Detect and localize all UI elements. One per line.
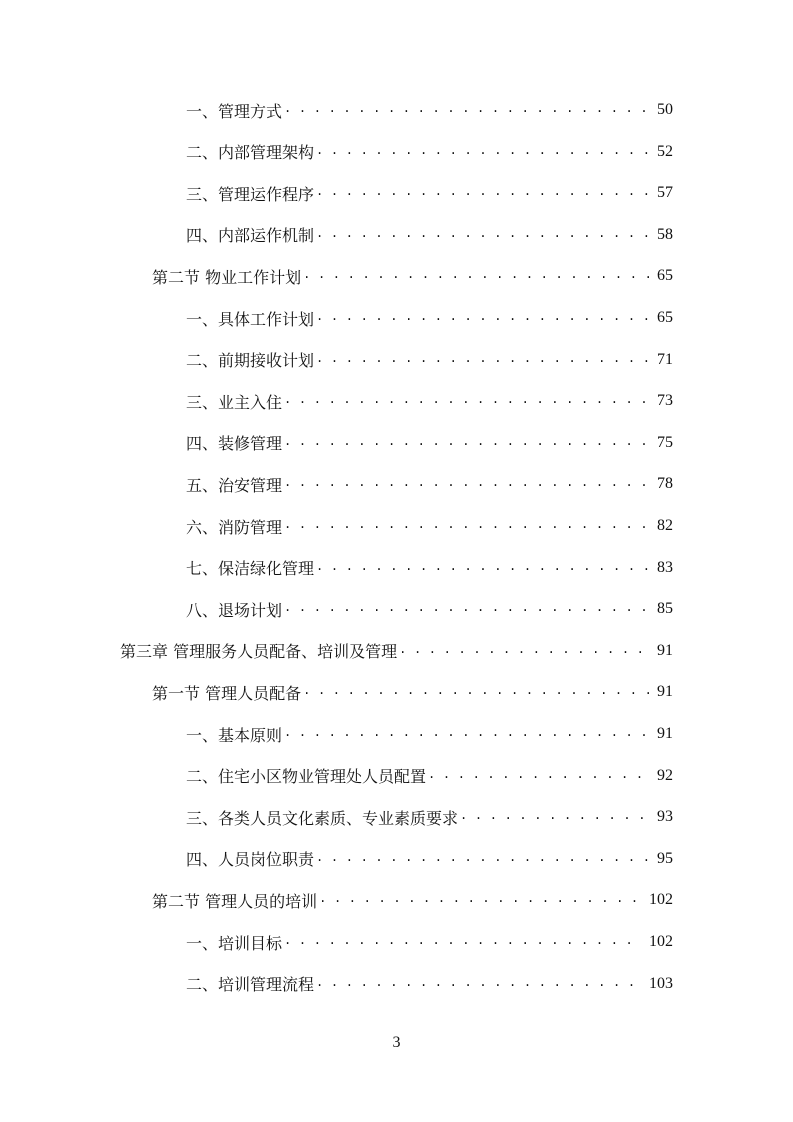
toc-entry[interactable] <box>186 304 673 332</box>
toc-entry-page: 50 <box>657 101 673 118</box>
toc-leader-dots <box>428 762 651 790</box>
toc-entry-page: 102 <box>649 933 673 950</box>
page-number: 3 <box>392 1034 401 1051</box>
toc-entry-label: 三、各类人员文化素质、专业素质要求 <box>186 808 459 828</box>
toc-entry-page: 75 <box>657 433 673 451</box>
toc-entry-label: 三、业主入住 <box>186 392 283 412</box>
toc-leader-dots <box>316 346 651 374</box>
toc-entry-label: 四、装修管理 <box>186 434 283 454</box>
toc-leader-dots <box>303 678 651 706</box>
toc-entry-label: 第二节 管理人员的培训 <box>152 891 318 911</box>
toc-entry-page: 92 <box>657 766 673 784</box>
toc-entry-page: 52 <box>657 142 673 160</box>
toc-leader-dots <box>284 96 651 124</box>
toc-entry-label: 三、管理运作程序 <box>186 184 315 204</box>
toc-entry[interactable] <box>186 720 673 748</box>
toc-entry-page: 93 <box>657 808 673 826</box>
toc-entry[interactable] <box>186 96 673 124</box>
toc-leader-dots <box>316 304 651 332</box>
toc-entry-page: 65 <box>657 309 673 326</box>
toc-entry[interactable] <box>186 554 673 582</box>
toc-entry[interactable] <box>186 221 673 249</box>
toc-entry-page: 83 <box>657 558 673 576</box>
toc-entry[interactable] <box>186 928 673 956</box>
toc-leader-dots <box>460 803 651 831</box>
toc-entry-label: 二、住宅小区物业管理处人员配置 <box>186 767 427 787</box>
toc-entry-page: 57 <box>657 184 673 202</box>
toc-leader-dots <box>284 595 651 623</box>
toc-entry-page: 78 <box>657 475 673 493</box>
toc-leader-dots <box>303 262 651 290</box>
toc-entry-page: 82 <box>657 517 673 534</box>
toc-entry-label: 七、保洁绿化管理 <box>186 559 315 579</box>
toc-entry-label: 第二节 物业工作计划 <box>152 267 302 287</box>
toc-entry[interactable] <box>186 512 673 540</box>
toc-entry-label: 四、内部运作机制 <box>186 226 315 246</box>
toc-entry-label: 二、前期接收计划 <box>186 351 315 371</box>
toc-leader-dots <box>284 387 651 415</box>
toc-leader-dots <box>316 221 651 249</box>
toc-entry-label: 六、消防管理 <box>186 517 283 537</box>
toc-entry-label: 五、治安管理 <box>186 475 283 495</box>
toc-entry-label: 一、管理方式 <box>186 101 283 121</box>
toc-entry-label: 二、培训管理流程 <box>186 975 315 995</box>
toc-entry[interactable] <box>186 138 673 166</box>
toc-entry-page: 65 <box>657 267 673 285</box>
toc-leader-dots <box>316 554 651 582</box>
toc-leader-dots <box>284 720 651 748</box>
toc-entry-page: 91 <box>657 683 673 701</box>
toc-entry[interactable] <box>186 429 673 457</box>
toc-entry[interactable] <box>120 637 673 665</box>
toc-leader-dots <box>316 970 643 998</box>
toc-entry[interactable] <box>152 886 673 914</box>
toc-leader-dots <box>316 138 651 166</box>
toc-entry[interactable] <box>186 595 673 623</box>
toc-entry[interactable] <box>186 470 673 498</box>
toc-leader-dots <box>319 886 643 914</box>
toc-entry-label: 一、具体工作计划 <box>186 309 315 329</box>
toc-leader-dots <box>399 637 651 665</box>
toc-leader-dots <box>284 429 651 457</box>
toc-entry[interactable] <box>186 845 673 873</box>
toc-entry-page: 91 <box>657 641 673 659</box>
toc-entry-page: 71 <box>657 350 673 368</box>
toc-entry-label: 一、培训目标 <box>186 933 283 953</box>
toc-entry-page: 103 <box>649 974 673 992</box>
toc-entry-label: 第一节 管理人员配备 <box>152 683 302 703</box>
toc-entry-page: 95 <box>657 849 673 867</box>
toc-entry[interactable] <box>186 387 673 415</box>
toc-entry[interactable] <box>186 762 673 790</box>
toc-entry-label: 二、内部管理架构 <box>186 143 315 163</box>
toc-entry[interactable] <box>186 346 673 374</box>
toc-entry[interactable] <box>186 179 673 207</box>
toc-entry-page: 73 <box>657 392 673 410</box>
toc-leader-dots <box>284 928 643 956</box>
toc-entry-page: 85 <box>657 600 673 618</box>
toc-entry-page: 58 <box>657 225 673 243</box>
toc-entry[interactable] <box>186 970 673 998</box>
toc-entry[interactable] <box>186 803 673 831</box>
toc-entry-label: 第三章 管理服务人员配备、培训及管理 <box>120 642 398 662</box>
toc-leader-dots <box>284 470 651 498</box>
toc-entry[interactable] <box>152 262 673 290</box>
toc-entry-label: 四、人员岗位职责 <box>186 850 315 870</box>
toc-entry-label: 一、基本原则 <box>186 725 283 745</box>
toc-leader-dots <box>316 845 651 873</box>
toc-leader-dots <box>284 512 651 540</box>
toc-entry-page: 91 <box>657 725 673 742</box>
toc-entry-label: 八、退场计划 <box>186 600 283 620</box>
toc-leader-dots <box>316 179 651 207</box>
toc-entry[interactable] <box>152 678 673 706</box>
toc-entry-page: 102 <box>649 891 673 909</box>
